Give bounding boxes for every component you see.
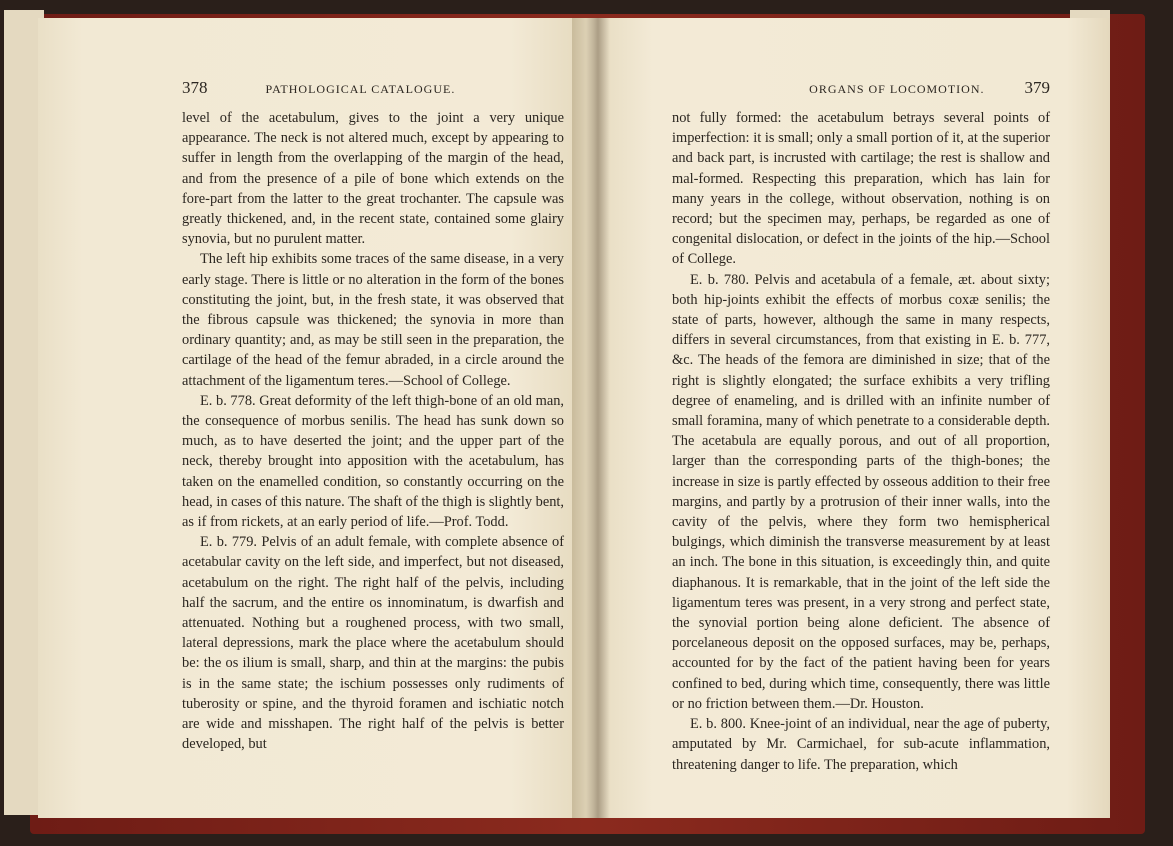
paragraph: E. b. 780. Pelvis and acetabula of a female, æt. about sixty; both hip-joints exhibit the effects of morbus coxæ senilis; the state of parts, however, although the same in many respects, differs in several circumstances, from that existing in E. b. 777, &c. The heads of the femora are diminished in size; that of the right is slightly elongated; the surface exhibits a very trifling degree of enameling, and is drilled with an infinite number of small foramina, many of which penetrate to a considerable depth. The acetabula are equally porous, and out of all proportion, larger than the corresponding parts of the thigh-bones; the increase in size is partly effected by osseous addition to their free margins, and partly by a protrusion of their inner walls, into the cavity of the pelvis, where they form two hemispherical bulgings, which diminish the transverse measurement by at least an inch. The bone in this situation, is exceedingly thin, and quite diaphanous. It is remarkable, that in the joint of the left side the ligamentum teres was present, in a very strong and perfect state, the synovial portion being alone deficient. The absence of porcelaneous deposit on the opposed surfaces, may be, perhaps, accounted for by the fact of the patient having been for years confined to bed, during which time, consequently, there was little or no friction between them.—Dr. Houston. xyxy=(672,271,1050,712)
paragraph: not fully formed: the acetabulum betrays several points of imperfection: it is small; only a small portion of it, at the superior and back part, is incrusted with cartilage; the rest is shallow and mal-formed. Respecting this preparation, which has lain for many years in the college, without observation, nothing is on record; but the specimen may, perhaps, be regarded as one of congenital dislocation, or defect in the joints of the hip.—School of College. xyxy=(672,110,1050,268)
paragraph: E. b. 779. Pelvis of an adult female, with complete absence of acetabular cavity on the left side, and imperfect, but not diseased, acetabulum on the right. The right half of the pelvis, including half the sacrum, and the entire os innominatum, is dwarfish and attenuated. Nothing but a roughened process, with two small, lateral depressions, mark the place where the acetabulum should be: the os ilium is small, sharp, and thin at the margins: the pubis is in the same state; the ischium possesses only rudiments of tuberosity or spine, and the thyroid foramen and ischiatic notch are wide and misshapen. The right half of the pelvis is better developed, but xyxy=(182,534,564,753)
right-page xyxy=(572,18,1110,818)
right-page-number: 379 xyxy=(1024,78,1050,97)
right-page-body xyxy=(672,108,1050,775)
book-gutter xyxy=(586,18,610,818)
paragraph: E. b. 800. Knee-joint of an individual, near the age of puberty, amputated by Mr. Carmichael, for sub-acute inflammation, threatening danger to life. The preparation, which xyxy=(672,716,1050,773)
right-page-header xyxy=(672,78,1050,96)
right-running-head: ORGANS OF LOCOMOTION. xyxy=(809,82,985,96)
left-running-head: PATHOLOGICAL CATALOGUE. xyxy=(265,82,456,96)
left-page-header xyxy=(182,78,564,96)
left-page-number: 378 xyxy=(182,78,208,97)
left-page xyxy=(38,18,594,818)
left-page-body xyxy=(182,108,564,755)
paragraph: level of the acetabulum, gives to the joint a very unique appearance. The neck is not altered much, except by appearing to suffer in length from the overlapping of the margin of the head, and from the presence of a pile of bone which extends on the fore-part from the latter to the great trochanter. The capsule was greatly thickened, and, in the recent state, contained some glairy synovia, but no purulent matter. xyxy=(182,110,564,248)
paragraph: The left hip exhibits some traces of the same disease, in a very early stage. There is little or no alteration in the form of the bones constituting the joint, but, in the fresh state, it was observed that the fibrous capsule was thickened; the synovia in more than ordinary quantity; and, as may be still seen in the preparation, the cartilage of the head of the femur abraded, in a circle around the attachment of the ligamentum teres.—School of College. xyxy=(182,251,564,389)
paragraph: E. b. 778. Great deformity of the left thigh-bone of an old man, the consequence of morbus senilis. The head has sunk down so much, as to have deserted the joint; and the upper part of the neck, thereby brought into apposition with the acetabulum, has taken on the enamelled condition, so constantly occurring on the head, in cases of this nature. The shaft of the thigh is slightly bent, as if from rickets, at an early period of life.—Prof. Todd. xyxy=(182,392,564,531)
